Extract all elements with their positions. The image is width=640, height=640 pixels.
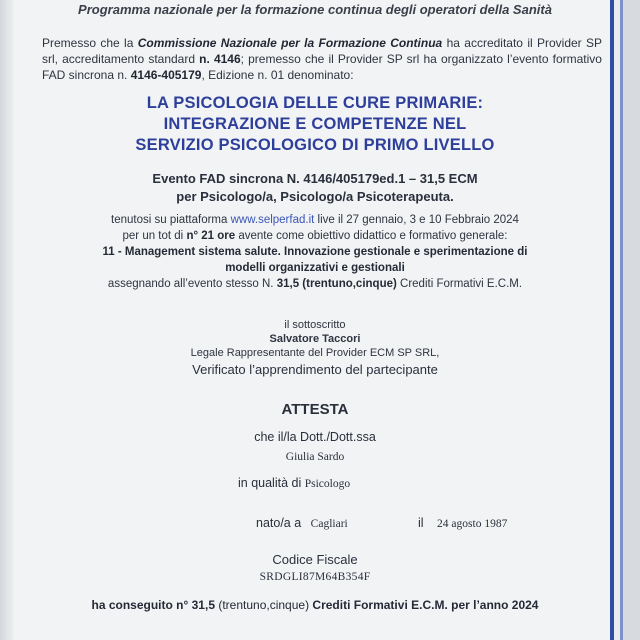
- commission-name: Commissione Nazionale per la Formazione Continua: [137, 36, 443, 50]
- quality-row: in qualità di Psicologo: [238, 476, 351, 490]
- born-place: Cagliari: [310, 518, 348, 530]
- objective-line-1: 11 - Management sistema salute. Innovazione gestionale e sperimentazione di: [102, 246, 528, 258]
- program-header: Programma nazionale per la formazione continua degli operatori della Sanità: [78, 2, 552, 17]
- signer-role: Legale Rappresentante del Provider ECM SP SRL,: [190, 347, 440, 359]
- born-place-row: nato/a a Cagliari: [256, 516, 348, 530]
- page-shadow: [0, 0, 14, 640]
- event-info: Evento FAD sincrona N. 4146/405179ed.1 – 31,5 ECM per Psicologo/a, Psicologo/a Psicoterapeuta.: [152, 171, 478, 204]
- course-title: LA PSICOLOGIA DELLE CURE PRIMARIE: INTEGRAZIONE E COMPETENZE NEL SERVIZIO PSICOLOGICO DI PRIMO LIVELLO: [135, 94, 495, 154]
- verified-statement: Verificato l’apprendimento del partecipante: [192, 362, 438, 377]
- event-details: tenutosi su piattaforma www.selperfad.it live il 27 gennaio, 3 e 10 Febbraio 2024 per un tot di n° 21 ore avente come obiettivo didattico e formativo generale: 11 - Management sistema salute. Innovazione gestionale e sperimentazione di modelli organizzativi e gestionali assegnando all’evento stesso N. 31,5 (trentuno,cinque) Crediti Formativi E.C.M.: [102, 214, 528, 290]
- born-date: 24 agosto 1987: [437, 518, 508, 530]
- platform-link[interactable]: www.selperfad.it: [230, 214, 315, 226]
- signer-block: il sottoscritto Salvatore Taccori Legale Rappresentante del Provider ECM SP SRL,: [30, 318, 600, 360]
- credits: 31,5 (trentuno,cinque): [276, 278, 397, 290]
- intro-paragraph: Premesso che la Commissione Nazionale per la Formazione Continua ha accreditato il Provider SP srl, accreditamento standard n. 4146; premesso che il Provider SP srl ha organizzato l’evento formativo FAD sincrona n. 4146-405179, Edizione n. 01 denominato:: [42, 36, 603, 82]
- attesta-heading: ATTESTA: [281, 401, 349, 418]
- footer-statement: ha conseguito n° 31,5 (trentuno,cinque) Crediti Formativi E.C.M. per l’anno 2024: [91, 598, 539, 612]
- born-date-row: il 24 agosto 1987: [418, 516, 508, 530]
- quality-value: Psicologo: [304, 478, 351, 490]
- participant-label: che il/la Dott./Dott.ssa: [254, 430, 376, 444]
- hours: n° 21 ore: [186, 230, 236, 242]
- certificate: [30, 0, 603, 640]
- signer-name: Salvatore Taccori: [269, 333, 361, 345]
- participant-name: Giulia Sardo: [285, 451, 345, 463]
- decorative-border: [606, 0, 640, 640]
- cf-value: SRDGLI87M64B354F: [259, 571, 371, 583]
- accreditation-number: n. 4146: [199, 52, 241, 66]
- objective-line-2: modelli organizzativi e gestionali: [225, 262, 405, 274]
- cf-label: Codice Fiscale: [272, 552, 358, 567]
- event-code: 4146-405179: [130, 68, 202, 82]
